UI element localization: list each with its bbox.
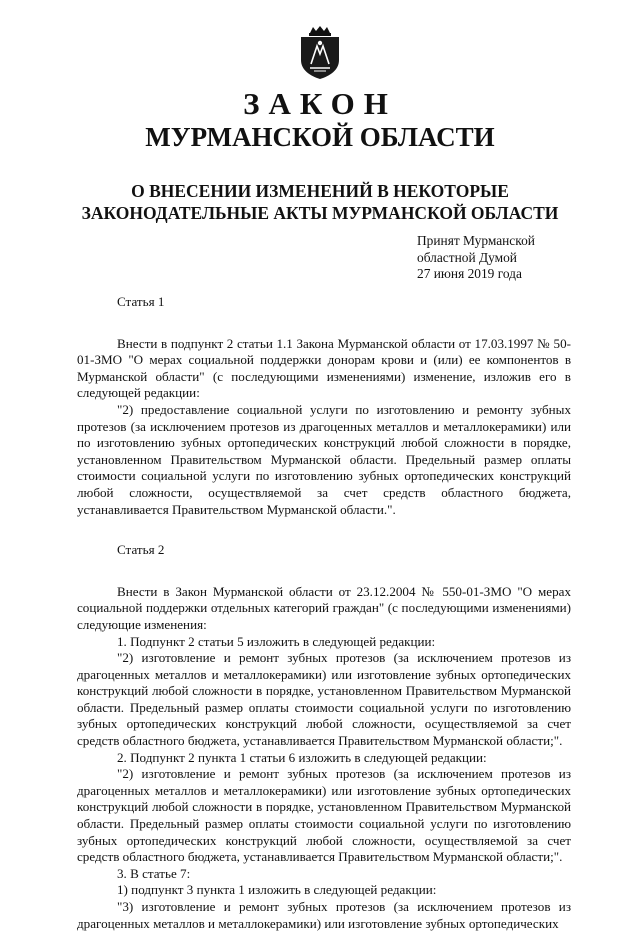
law-title: ЗАКОН — [243, 86, 397, 121]
adoption-line-1: Принят Мурманской — [417, 233, 535, 248]
law-body — [77, 294, 571, 932]
adoption-line-2: областной Думой — [417, 249, 517, 265]
article-2-paragraph: Внести в Закон Мурманской области от 23.12.2004 № 550-01-ЗМО "О мерах социальной поддержки отдельных категорий граждан" (с последующими изменениями) следующие изменения: — [77, 583, 571, 632]
article-2-paragraph: 3. В статье 7: — [117, 865, 191, 881]
article-2-paragraph: "2) изготовление и ремонт зубных протезов (за исключением протезов из драгоценных металлов и металлокерамики) или изготовление зубных ортопедических конструкций любой сложности в порядке, установленном Правительством Мурманской области. Предельный размер оплаты стоимости социальной услуги по изготовлению зубных ортопедических конструкций любой сложности, осуществляемой за счет средств областного бюджета, устанавливается Правительством Мурманской области;". — [77, 650, 571, 749]
subtitle-line-1: О ВНЕСЕНИИ ИЗМЕНЕНИЙ В НЕКОТОРЫЕ — [131, 181, 509, 201]
law-subtitle — [0, 180, 640, 224]
article-2-heading: Статья 2 — [117, 542, 165, 558]
article-1-paragraph: "2) предоставление социальной услуги по изготовлению и ремонту зубных протезов (за исключением протезов из драгоценных металлов и металлокерамики) или по изготовлению зубных ортопедических конструкций любой сложности в порядке, установленном Правительством Мурманской области. Предельный размер оплаты стоимости социальной услуги по изготовлению зубных ортопедических конструкций любой сложности, осуществляемой за счет средств областного бюджета, устанавливается Правительством Мурманской области.". — [77, 401, 571, 517]
article-2-paragraph: "3) изготовление и ремонт зубных протезов (за исключением протезов из драгоценных металлов и металлокерамики) или изготовление зубных ортопедических — [77, 899, 571, 931]
subtitle-line-2: ЗАКОНОДАТЕЛЬНЫЕ АКТЫ МУРМАНСКОЙ ОБЛАСТИ — [81, 203, 559, 223]
article-2-paragraph: 1. Подпункт 2 статьи 5 изложить в следующей редакции: — [117, 633, 436, 649]
article-2-paragraph: 2. Подпункт 2 пункта 1 статьи 6 изложить в следующей редакции: — [117, 749, 487, 765]
adoption-date: 27 июня 2019 года — [417, 266, 522, 282]
coat-of-arms-icon — [297, 24, 343, 80]
region-title: МУРМАНСКОЙ ОБЛАСТИ — [145, 122, 495, 152]
article-2-paragraph: "2) изготовление и ремонт зубных протезов (за исключением протезов из драгоценных металлов и металлокерамики) или изготовление зубных ортопедических конструкций любой сложности в порядке, установленном Правительством Мурманской области. Предельный размер оплаты стоимости социальной услуги по изготовлению зубных ортопедических конструкций любой сложности, осуществляемой за счет средств областного бюджета, устанавливается Правительством Мурманской области;". — [77, 766, 571, 865]
adoption-note — [417, 233, 617, 283]
article-1-heading: Статья 1 — [117, 294, 165, 309]
article-2-paragraph: 1) подпункт 3 пункта 1 изложить в следующей редакции: — [117, 882, 437, 898]
article-1-paragraph: Внести в подпункт 2 статьи 1.1 Закона Мурманской области от 17.03.1997 № 50-01-ЗМО "О мерах социальной поддержки донорам крови и (или) ее компонентов в Мурманской области" (с последующими изменениями) изменение, изложив его в следующей редакции: — [77, 335, 571, 401]
